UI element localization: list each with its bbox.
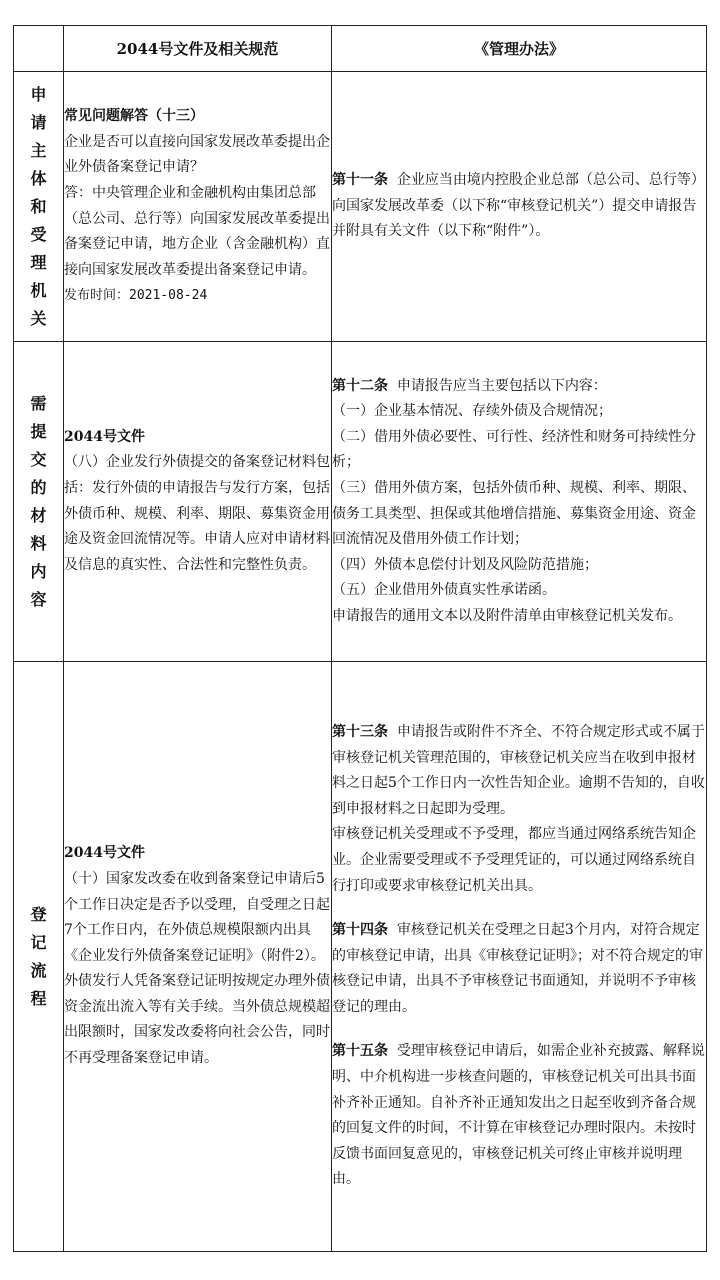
header-2044-column: 2044号文件及相关规范 — [64, 26, 332, 72]
article-13-label: 第十三条 — [332, 723, 388, 740]
faq-question: 企业是否可以直接向国家发展改革委提出企业外债备案登记申请？ — [64, 133, 330, 176]
category-char: 请 — [30, 112, 47, 132]
category-char: 程 — [30, 988, 47, 1008]
category-char: 需 — [30, 393, 47, 413]
article-12-intro: 申请报告应当主要包括以下内容： — [396, 377, 607, 394]
header-row — [14, 26, 707, 72]
article-14-text: 审核登记机关在受理之日起3个月内，对符合规定的审核登记申请，出具《审核登记证明》；对不符合规定的审核登记申请，出具不予审核登记书面通知，并说明不予审核登记的理由。 — [332, 922, 703, 1015]
right-cell — [332, 72, 707, 342]
header-empty-cell — [14, 26, 64, 72]
list-item: （三）借用外债方案，包括外债币种、规模、利率、期限、债务工具类型、担保或其他增信措施、募集资金用途、资金回流情况及借用外债工作计划； — [332, 479, 696, 548]
article-11-text: 企业应当由境内控股企业总部（总公司、总行等）向国家发展改革委（以下称“审核登记机关”）提交申请报告并附具有关文件（以下称“附件”）。 — [332, 172, 705, 240]
list-item: （二）借用外债必要性、可行性、经济性和财务可持续性分析； — [332, 428, 696, 471]
header-measures-column: 《管理办法》 — [332, 26, 707, 72]
article-15-label: 第十五条 — [332, 1043, 388, 1060]
row-applicant — [14, 72, 707, 342]
category-char: 关 — [30, 308, 47, 328]
left-cell — [64, 72, 332, 342]
category-label — [14, 390, 63, 614]
article-13-text-2: 审核登记机关受理或不予受理，都应当通过网络系统告知企业。企业需要受理或不予受理凭证的，可以通过网络系统自行打印或要求审核登记机关出具。 — [332, 826, 696, 894]
category-char: 提 — [30, 421, 47, 441]
article-11-label: 第十一条 — [332, 172, 388, 189]
category-cell — [14, 342, 64, 662]
category-char: 流 — [30, 960, 47, 980]
category-char: 和 — [30, 196, 47, 216]
doc-title: 2044号文件 — [64, 845, 145, 862]
category-char: 体 — [30, 168, 47, 188]
category-char: 的 — [30, 477, 47, 497]
category-char: 主 — [30, 140, 47, 160]
article-13-text: 申请报告或附件不齐全、不符合规定形式或不属于审核登记机关管理范围的，审核登记机关应当在收到申报材料之日起5个工作日内一次性告知企业。逾期不告知的，自收到申报材料之日起即为受理。 — [332, 723, 705, 817]
publish-date: 发布时间：2021-08-24 — [64, 288, 208, 304]
category-char: 内 — [30, 561, 47, 581]
faq-answer: 答：中央管理企业和金融机构由集团总部（总公司、总行等）向国家发展改革委提出备案登记申请，地方企业（含金融机构）直接向国家发展改革委提出备案登记申请。 — [64, 184, 330, 278]
category-char: 交 — [30, 449, 47, 469]
faq-title: 常见问题解答（十三） — [64, 108, 204, 125]
category-char: 理 — [30, 252, 47, 272]
doc-title: 2044号文件 — [64, 428, 145, 445]
list-item: （一）企业基本情况、存续外债及合规情况； — [332, 403, 612, 420]
category-cell — [14, 72, 64, 342]
right-cell — [332, 342, 707, 662]
article-12-tail: 申请报告的通用文本以及附件清单由审核登记机关发布。 — [332, 607, 682, 624]
category-label — [14, 81, 63, 333]
category-cell — [14, 662, 64, 1252]
left-cell — [64, 342, 332, 662]
list-item: （四）外债本息偿付计划及风险防范措施； — [332, 556, 598, 573]
left-cell — [64, 662, 332, 1252]
article-12-label: 第十二条 — [332, 377, 388, 394]
row-materials — [14, 342, 707, 662]
article-15-text: 受理审核登记申请后，如需企业补充披露、解释说明、中介机构进一步核查问题的，审核登记机关可出具书面补齐补正通知。自补齐补正通知发出之日起至收到齐备合规的回复文件的时间，不计算在审核登记办理时限内。未按时反馈书面回复意见的，审核登记机关可终止审核并说明理由。 — [332, 1043, 705, 1188]
category-char: 登 — [30, 904, 47, 924]
category-char: 材 — [30, 505, 47, 525]
category-char: 机 — [30, 280, 47, 300]
category-label — [14, 901, 63, 1013]
doc-text: （十）国家发改委在收到备案登记申请后5个工作日决定是否予以受理，自受理之日起7个工作日内，在外债总规模限额内出具《企业发行外债备案登记证明》（附件2）。外债发行人凭备案登记证明按规定办理外债资金流出流入等有关手续。当外债总规模超出限额时，国家发改委将向社会公告，同时不再受理备案登记申请。 — [64, 870, 330, 1067]
category-char: 受 — [30, 224, 47, 244]
category-char: 料 — [30, 533, 47, 553]
article-14-label: 第十四条 — [332, 922, 388, 939]
category-char: 申 — [30, 84, 47, 104]
category-char: 记 — [30, 932, 47, 952]
comparison-table — [13, 25, 707, 1252]
category-char: 容 — [30, 589, 47, 609]
right-cell — [332, 662, 707, 1252]
doc-text: （八）企业发行外债提交的备案登记材料包括：发行外债的申请报告与发行方案，包括外债币种、规模、利率、期限、募集资金用途及资金回流情况等。申请人应对申请材料及信息的真实性、合法性和完整性负责。 — [64, 454, 330, 573]
row-process — [14, 662, 707, 1252]
list-item: （五）企业借用外债真实性承诺函。 — [332, 582, 556, 599]
